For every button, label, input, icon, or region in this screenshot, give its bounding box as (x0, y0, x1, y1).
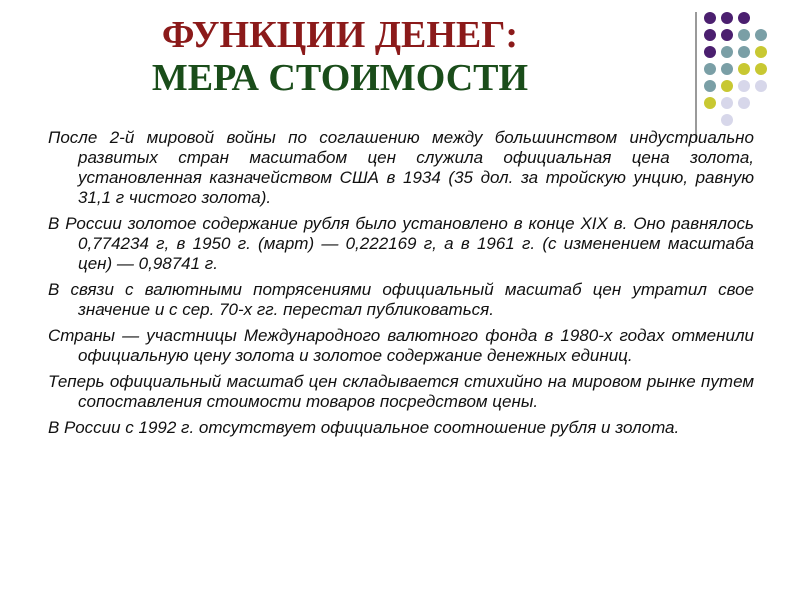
decorative-dot (755, 80, 767, 92)
decorative-dot (704, 46, 716, 58)
decorative-dot (721, 12, 733, 24)
decorative-dot (738, 80, 750, 92)
paragraph: В России с 1992 г. отсутствует официальное соотношение рубля и золота. (48, 418, 680, 437)
decorative-dot (721, 46, 733, 58)
title-line-2: МЕРА СТОИМОСТИ (151, 56, 529, 99)
paragraph: После 2-й мировой войны по соглашению между большинством индустриально развитых стран масштабом цен служила официальная цена золота, установленная казначейством США в 1934 (35 дол. за тройскую унцию, равную 31,1 г чистого золота). (48, 128, 754, 207)
decorative-dot (704, 97, 716, 109)
paragraph: В России золотое содержание рубля было установлено в конце XIX в. Оно равнялось 0,774234 г, в 1950 г. (март) — 0,222169 г, а в 1961 г. (с изменением масштаба цен) — 0,98741 г. (48, 214, 754, 273)
decorative-dot-grid (704, 12, 794, 132)
decorative-dot (721, 29, 733, 41)
decorative-divider (695, 12, 697, 142)
decorative-dot (704, 80, 716, 92)
decorative-dot (704, 63, 716, 75)
decorative-dot (721, 97, 733, 109)
paragraph: Страны — участницы Международного валютного фонда в 1980-х годах отменили официальную цену золота и золотое содержание денежных единиц. (48, 326, 754, 365)
decorative-dot (738, 46, 750, 58)
decorative-dot (738, 12, 750, 24)
slide-title (60, 14, 620, 99)
decorative-dot (704, 12, 716, 24)
title-line-1: ФУНКЦИИ ДЕНЕГ: (161, 14, 519, 56)
decorative-dot (721, 80, 733, 92)
decorative-dot (738, 63, 750, 75)
decorative-dot (755, 29, 767, 41)
paragraph: Теперь официальный масштаб цен складывается стихийно на мировом рынке путем сопоставления стоимости товаров посредством цены. (48, 372, 754, 411)
decorative-dot (721, 114, 733, 126)
slide-body (48, 128, 754, 444)
decorative-dot (755, 46, 767, 58)
decorative-dot (704, 29, 716, 41)
decorative-dot (721, 63, 733, 75)
decorative-dot (738, 97, 750, 109)
decorative-dot (738, 29, 750, 41)
paragraph: В связи с валютными потрясениями официальный масштаб цен утратил свое значение и с сер. 70-х гг. перестал публиковаться. (48, 280, 754, 319)
decorative-dot (755, 63, 767, 75)
